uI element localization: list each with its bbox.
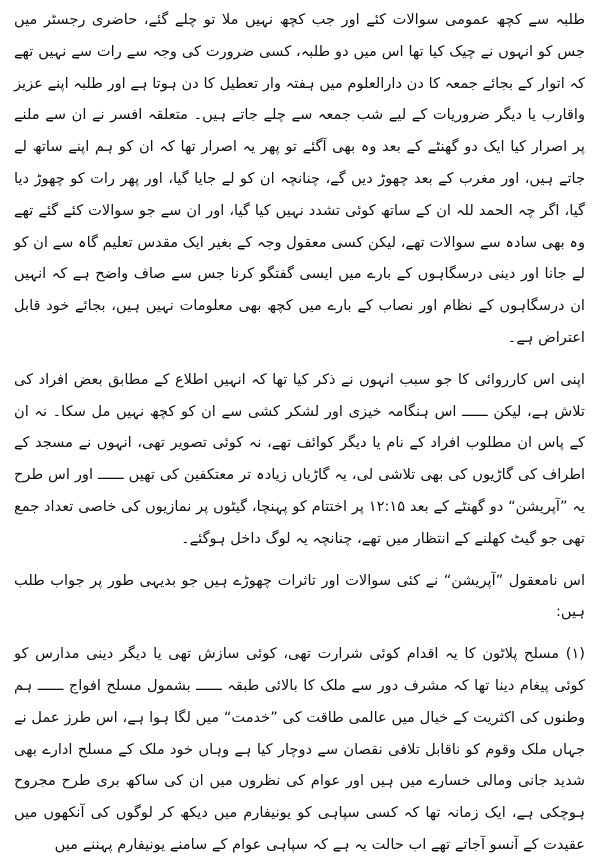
paragraph-1: طلبہ سے کچھ عمومی سوالات کئے اور جب کچھ نہیں ملا تو چلے گئے، حاضری رجسٹر میں جس کو انہوں نے چیک کیا تھا اس میں دو طلبہ، کسی ضرورت کی وجہ سے رات سے نہیں تھے کہ اتوار کے بجائے جمعہ کا دن دارالعلوم میں ہفتہ وار تعطیل کا دن ہوتا ہے اور طلبہ اپنے عزیز واقارب یا دیگر ضروریات کے لیے شب جمعہ سے چلے جاتے ہیں۔ متعلقہ افسر نے ان سے ملنے پر اصرار کیا ایک دو گھنٹے کے بعد وہ بھی آگئے تو پھر یہ اصرار تھا کہ ان کو ہم اپنے ساتھ لے جاتے ہیں، اور مغرب کے بعد چھوڑ دیں گے، چنانچہ ان کو لے جایا گیا، اور پھر رات کو چھوڑ دیا گیا، اگر چہ الحمد للہ ان کے ساتھ کوئی تشدد نہیں کیا گیا، اور ان سے جو سوالات کئے گئے تھے وہ بھی سادہ سے سوالات تھے، لیکن کسی معقول وجہ کے بغیر ایک مقدس تعلیم گاہ سے ان کو لے جانا اور دینی درسگاہوں کے بارے میں ایسی گفتگو کرنا جس سے صاف واضح ہے کہ انہیں ان درسگاہوں کے نظام اور نصاب کے بارے میں کچھ بھی معلومات نہیں ہیں، بجائے خود قابل اعتراض ہے۔: [14, 11, 585, 346]
paragraph-4: (۱) مسلح پلاٹون کا یہ اقدام کوئی شرارت تھی، کوئی سازش تھی یا دیگر دینی مدارس کو کوئی پیغام دینا تھا کہ مشرف دور سے ملک کا بالائی طبقہ ــــــ بشمول مسلح افواج ــــــ ہم وطنوں کی اکثریت کے خیال میں عالمی طاقت کی ”خدمت“ میں لگا ہوا ہے، اس طرز عمل نے جہاں ملک وقوم کو ناقابل تلافی نقصان سے دوچار کیا ہے وہاں خود ملک کے مسلح ادارے بھی شدید جانی ومالی خسارے میں ہیں اور عوام کی نظروں میں ان کی ساکھ بری طرح مجروح ہوچکی ہے، ایک زمانہ تھا کہ کسی سپاہی کو یونیفارم میں دیکھ کر لوگوں کی آنکھوں میں عقیدت کے آنسو آجاتے تھے اب حالت یہ ہے کہ سپاہی عوام کے سامنے یونیفارم پہننے میں: [14, 645, 585, 853]
paragraph-2: اپنی اس کارروائی کا جو سبب انہوں نے ذکر کیا تھا کہ انہیں اطلاع کے مطابق بعض افراد کی تلاش ہے، لیکن ــــــ اس ہنگامہ خیزی اور لشکر کشی سے ان کو کچھ نہیں مل سکا۔ نہ ان کے پاس ان مطلوب افراد کے نام یا دیگر کوائف تھے، نہ کوئی تصویر تھی، انہوں نے مسجد کے اطراف کی گاڑیوں کی بھی تلاشی لی، یہ گاڑیاں زیادہ تر معتکفین کی تھیں ــــــ اور اس طرح یہ ”آپریشن“ دو گھنٹے کے بعد ۱۲:۱۵ پر اختتام کو پہنچا، گیٹوں پر نمازیوں کی خاصی تعداد جمع تھی جو گیٹ کھلنے کے انتظار میں تھے، چنانچہ یہ لوگ داخل ہوگئے۔: [14, 370, 585, 547]
paragraph-3: اس نامعقول ”آپریشن“ نے کئی سوالات اور تاثرات چھوڑے ہیں جو بدیہی طور پر جواب طلب ہیں:: [14, 571, 585, 621]
